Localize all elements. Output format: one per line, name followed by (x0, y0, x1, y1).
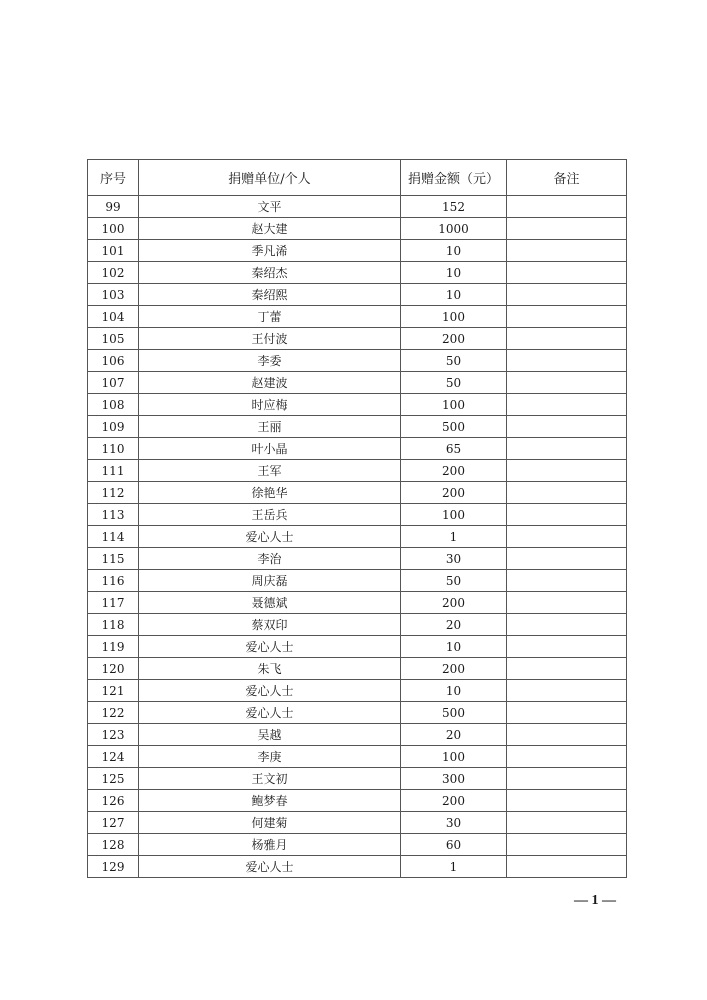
serial-number-cell: 113 (88, 504, 139, 526)
donation-table (87, 159, 627, 878)
table-row (88, 768, 627, 790)
table-row (88, 812, 627, 834)
donor-cell: 何建菊 (139, 812, 401, 834)
serial-number-cell: 125 (88, 768, 139, 790)
donor-cell: 李委 (139, 350, 401, 372)
donor-cell: 蔡双印 (139, 614, 401, 636)
note-cell (507, 812, 627, 834)
amount-cell: 100 (401, 394, 507, 416)
serial-number-cell: 111 (88, 460, 139, 482)
serial-number-cell: 109 (88, 416, 139, 438)
donor-cell: 赵大建 (139, 218, 401, 240)
amount-cell: 30 (401, 812, 507, 834)
amount-cell: 50 (401, 570, 507, 592)
donor-cell: 丁蕾 (139, 306, 401, 328)
table-row (88, 218, 627, 240)
donor-cell: 秦绍熙 (139, 284, 401, 306)
amount-cell: 10 (401, 636, 507, 658)
note-cell (507, 526, 627, 548)
amount-cell: 200 (401, 658, 507, 680)
amount-cell: 20 (401, 724, 507, 746)
serial-number-cell: 124 (88, 746, 139, 768)
table-row (88, 790, 627, 812)
donor-cell: 杨雅月 (139, 834, 401, 856)
header-serial-number: 序号 (88, 160, 139, 196)
table-row (88, 328, 627, 350)
serial-number-cell: 126 (88, 790, 139, 812)
serial-number-cell: 117 (88, 592, 139, 614)
serial-number-cell: 115 (88, 548, 139, 570)
donor-cell: 季凡浠 (139, 240, 401, 262)
amount-cell: 1 (401, 526, 507, 548)
donor-cell: 赵建波 (139, 372, 401, 394)
table-row (88, 548, 627, 570)
note-cell (507, 636, 627, 658)
serial-number-cell: 99 (88, 196, 139, 218)
table-row (88, 702, 627, 724)
table-row (88, 460, 627, 482)
table-row (88, 240, 627, 262)
donor-cell: 徐艳华 (139, 482, 401, 504)
donor-cell: 爱心人士 (139, 856, 401, 878)
serial-number-cell: 119 (88, 636, 139, 658)
table-row (88, 438, 627, 460)
serial-number-cell: 122 (88, 702, 139, 724)
donor-cell: 时应梅 (139, 394, 401, 416)
note-cell (507, 504, 627, 526)
table-row (88, 834, 627, 856)
serial-number-cell: 102 (88, 262, 139, 284)
table-row (88, 416, 627, 438)
amount-cell: 30 (401, 548, 507, 570)
donor-cell: 鲍梦春 (139, 790, 401, 812)
note-cell (507, 614, 627, 636)
table-row (88, 526, 627, 548)
note-cell (507, 284, 627, 306)
table-row (88, 724, 627, 746)
amount-cell: 60 (401, 834, 507, 856)
amount-cell: 20 (401, 614, 507, 636)
table-row (88, 614, 627, 636)
table-row (88, 372, 627, 394)
note-cell (507, 768, 627, 790)
donor-cell: 爱心人士 (139, 636, 401, 658)
table-row (88, 262, 627, 284)
table-row (88, 592, 627, 614)
note-cell (507, 724, 627, 746)
donor-cell: 爱心人士 (139, 680, 401, 702)
amount-cell: 100 (401, 746, 507, 768)
donor-cell: 文平 (139, 196, 401, 218)
note-cell (507, 702, 627, 724)
table-row (88, 570, 627, 592)
table-row (88, 504, 627, 526)
donor-cell: 秦绍杰 (139, 262, 401, 284)
note-cell (507, 548, 627, 570)
table-header (88, 160, 627, 196)
donor-cell: 叶小晶 (139, 438, 401, 460)
table-row (88, 394, 627, 416)
note-cell (507, 218, 627, 240)
amount-cell: 200 (401, 482, 507, 504)
serial-number-cell: 101 (88, 240, 139, 262)
amount-cell: 200 (401, 460, 507, 482)
donor-cell: 朱飞 (139, 658, 401, 680)
note-cell (507, 416, 627, 438)
serial-number-cell: 105 (88, 328, 139, 350)
note-cell (507, 834, 627, 856)
amount-cell: 50 (401, 372, 507, 394)
serial-number-cell: 116 (88, 570, 139, 592)
amount-cell: 10 (401, 680, 507, 702)
table-row (88, 680, 627, 702)
serial-number-cell: 127 (88, 812, 139, 834)
note-cell (507, 438, 627, 460)
amount-cell: 200 (401, 790, 507, 812)
note-cell (507, 570, 627, 592)
amount-cell: 500 (401, 702, 507, 724)
serial-number-cell: 128 (88, 834, 139, 856)
header-row (88, 160, 627, 196)
serial-number-cell: 120 (88, 658, 139, 680)
serial-number-cell: 103 (88, 284, 139, 306)
note-cell (507, 350, 627, 372)
serial-number-cell: 100 (88, 218, 139, 240)
amount-cell: 50 (401, 350, 507, 372)
note-cell (507, 658, 627, 680)
table-row (88, 658, 627, 680)
donor-cell: 李庚 (139, 746, 401, 768)
note-cell (507, 460, 627, 482)
note-cell (507, 592, 627, 614)
table-row (88, 746, 627, 768)
table-row (88, 856, 627, 878)
amount-cell: 10 (401, 284, 507, 306)
note-cell (507, 262, 627, 284)
donor-cell: 王岳兵 (139, 504, 401, 526)
header-note: 备注 (507, 160, 627, 196)
donor-cell: 王文初 (139, 768, 401, 790)
table-row (88, 636, 627, 658)
amount-cell: 100 (401, 504, 507, 526)
amount-cell: 65 (401, 438, 507, 460)
serial-number-cell: 110 (88, 438, 139, 460)
note-cell (507, 482, 627, 504)
amount-cell: 300 (401, 768, 507, 790)
amount-cell: 500 (401, 416, 507, 438)
note-cell (507, 680, 627, 702)
serial-number-cell: 112 (88, 482, 139, 504)
serial-number-cell: 118 (88, 614, 139, 636)
header-amount: 捐赠金额（元） (401, 160, 507, 196)
amount-cell: 10 (401, 240, 507, 262)
donor-cell: 王军 (139, 460, 401, 482)
amount-cell: 152 (401, 196, 507, 218)
donor-cell: 王丽 (139, 416, 401, 438)
table-row (88, 196, 627, 218)
note-cell (507, 328, 627, 350)
amount-cell: 200 (401, 328, 507, 350)
serial-number-cell: 106 (88, 350, 139, 372)
note-cell (507, 372, 627, 394)
serial-number-cell: 123 (88, 724, 139, 746)
amount-cell: 10 (401, 262, 507, 284)
table-row (88, 350, 627, 372)
table-row (88, 306, 627, 328)
note-cell (507, 196, 627, 218)
donor-cell: 王付波 (139, 328, 401, 350)
note-cell (507, 856, 627, 878)
table-body (88, 196, 627, 878)
serial-number-cell: 114 (88, 526, 139, 548)
donor-cell: 李治 (139, 548, 401, 570)
note-cell (507, 746, 627, 768)
donor-cell: 爱心人士 (139, 526, 401, 548)
amount-cell: 200 (401, 592, 507, 614)
page-number: — 1 — (574, 893, 616, 908)
amount-cell: 1000 (401, 218, 507, 240)
header-donor: 捐赠单位/个人 (139, 160, 401, 196)
amount-cell: 100 (401, 306, 507, 328)
note-cell (507, 306, 627, 328)
serial-number-cell: 107 (88, 372, 139, 394)
amount-cell: 1 (401, 856, 507, 878)
donor-cell: 周庆磊 (139, 570, 401, 592)
table-row (88, 482, 627, 504)
donor-cell: 聂德斌 (139, 592, 401, 614)
donor-cell: 爱心人士 (139, 702, 401, 724)
table-row (88, 284, 627, 306)
serial-number-cell: 129 (88, 856, 139, 878)
serial-number-cell: 104 (88, 306, 139, 328)
note-cell (507, 790, 627, 812)
note-cell (507, 240, 627, 262)
donor-cell: 吴越 (139, 724, 401, 746)
note-cell (507, 394, 627, 416)
serial-number-cell: 121 (88, 680, 139, 702)
serial-number-cell: 108 (88, 394, 139, 416)
